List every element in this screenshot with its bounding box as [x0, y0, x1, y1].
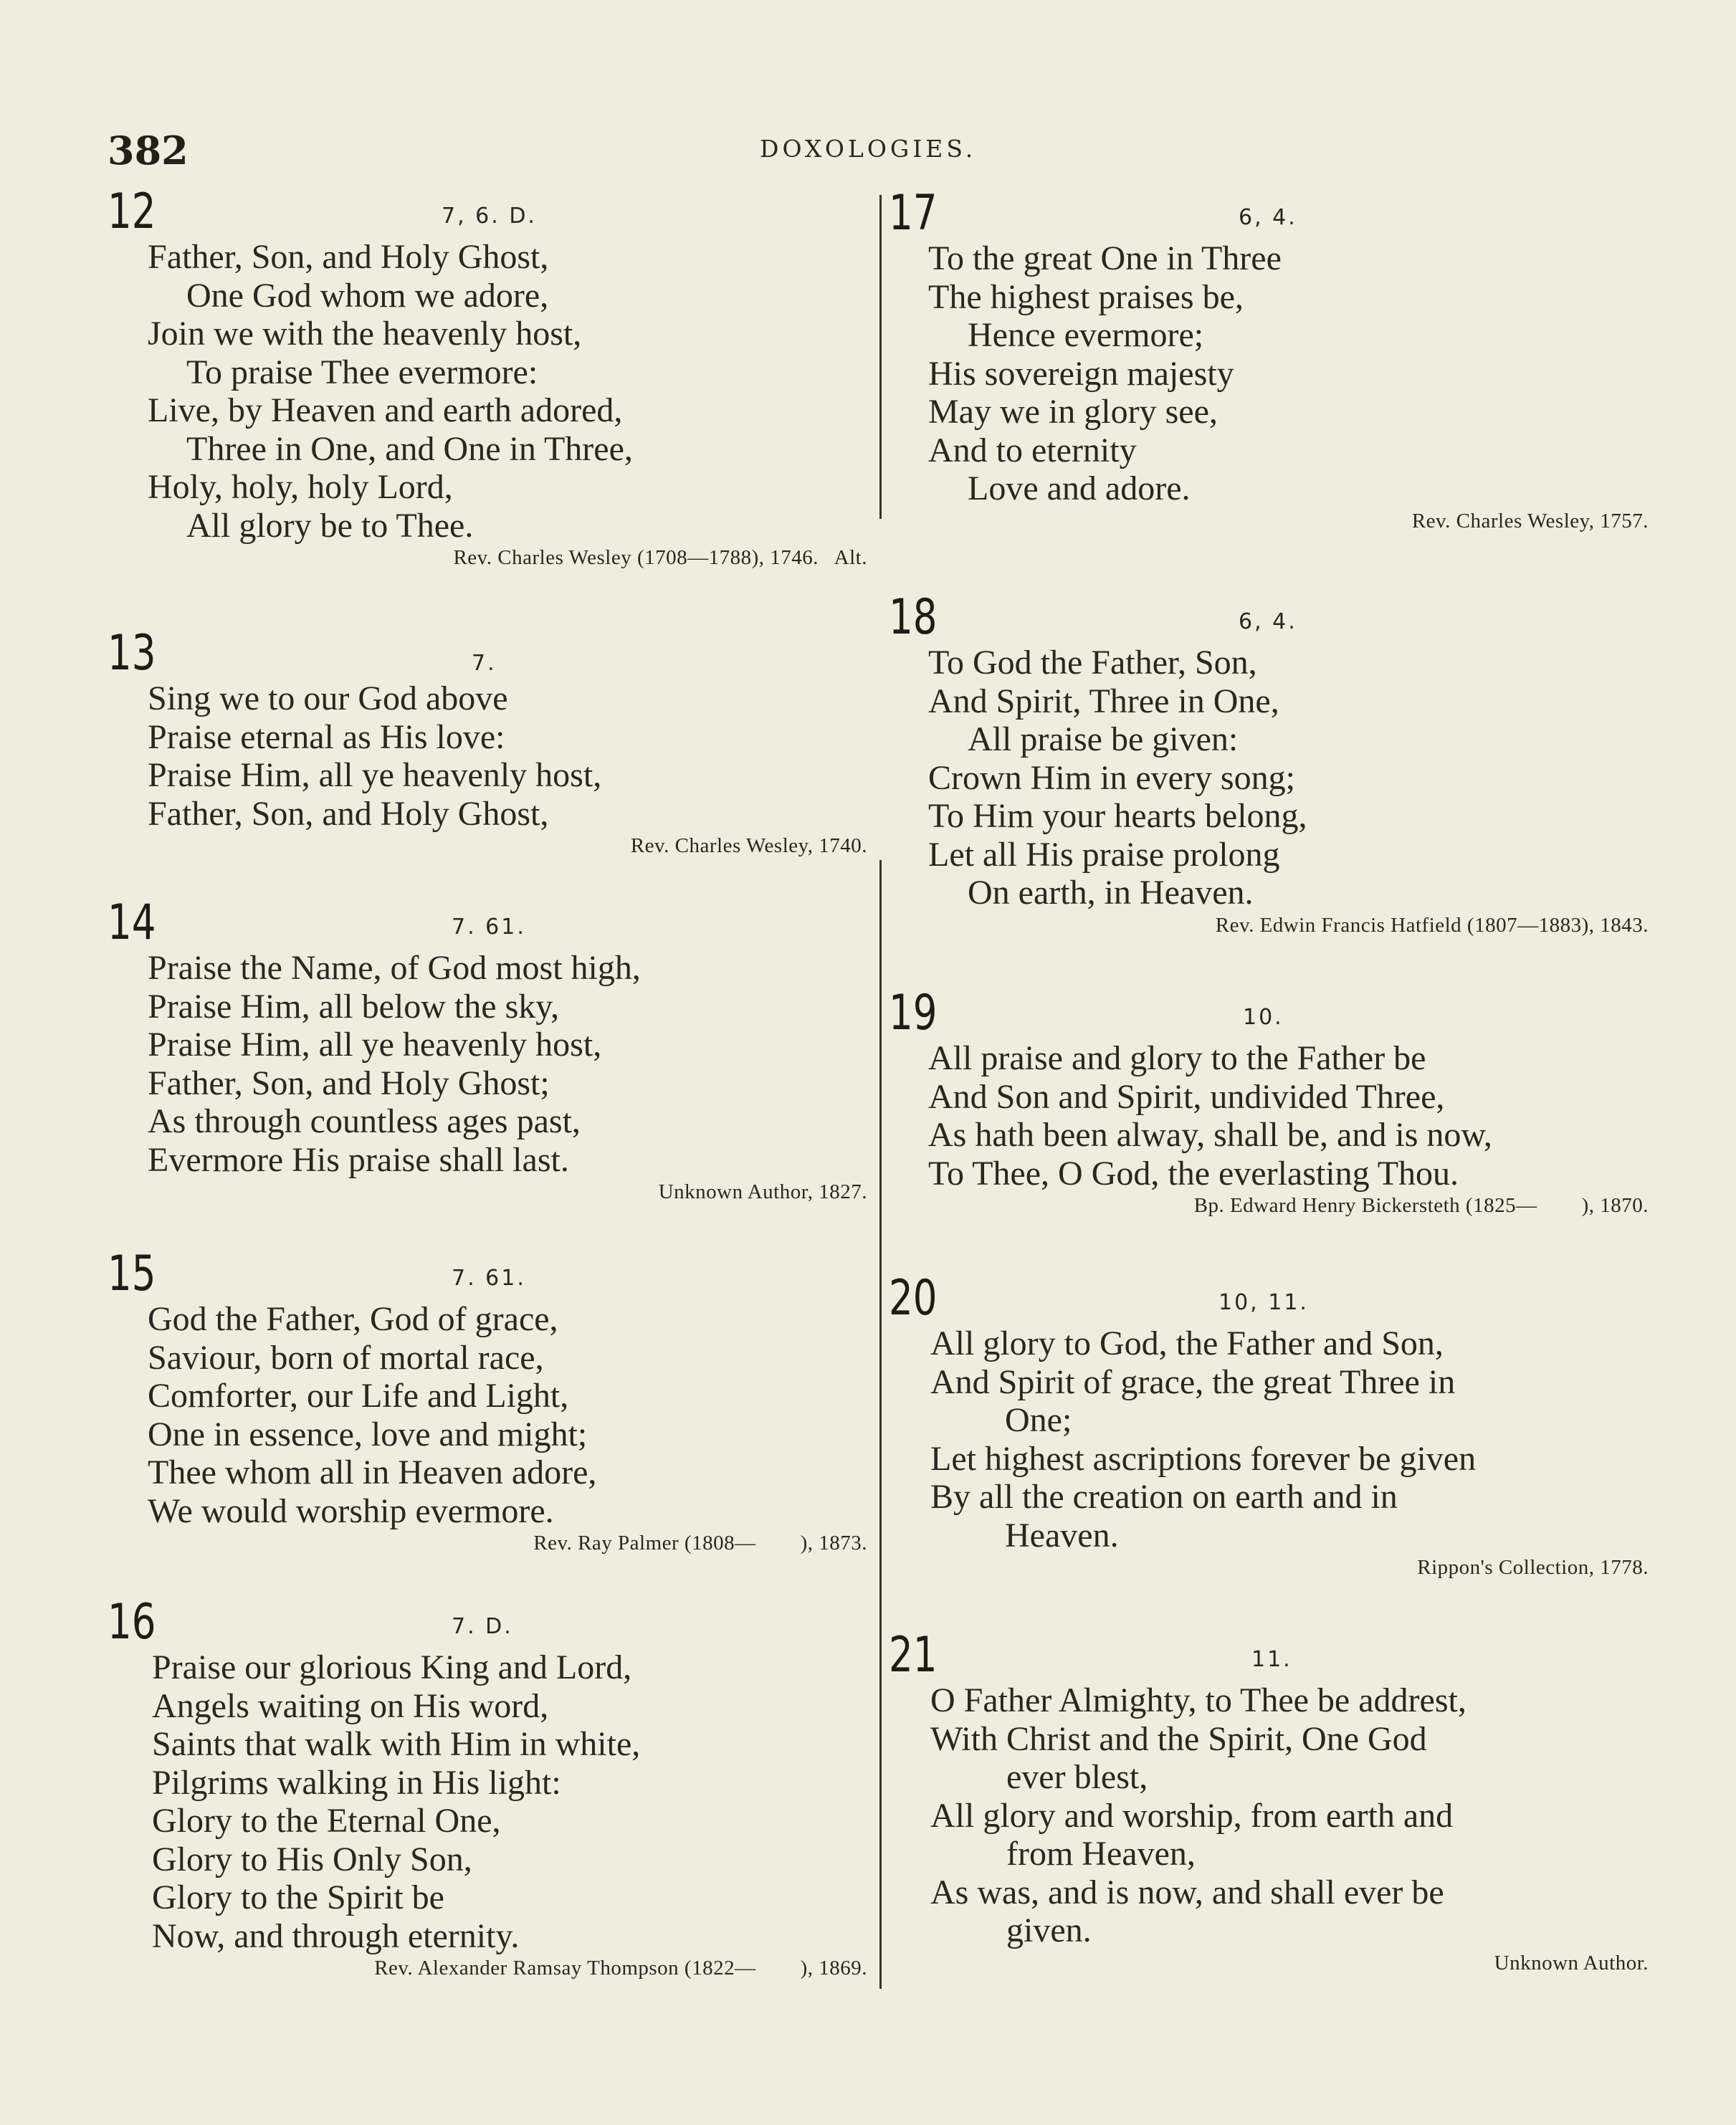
hymn-attribution: Unknown Author. — [1494, 1951, 1649, 1974]
hymn-number: 17 — [889, 185, 938, 242]
verse-line: May we in glory see, — [928, 393, 1218, 431]
verse-line: As was, and is now, and shall ever be — [930, 1873, 1444, 1911]
hymn-attribution: Rev. Charles Wesley, 1757. — [1411, 509, 1649, 533]
column-divider — [879, 195, 882, 519]
verse-line: Glory to the Eternal One, — [152, 1802, 501, 1840]
hymn-15 — [108, 1246, 867, 1556]
verse-line: Three in One, and One in Three, — [186, 429, 633, 468]
hymn-meter: 7. 61. — [452, 915, 526, 940]
verse-line: Saviour, born of mortal race, — [148, 1338, 544, 1377]
hymn-12 — [108, 183, 867, 570]
verse-line: And Spirit of grace, the great Three in — [930, 1362, 1456, 1401]
verse-line: Sing we to our God above — [148, 679, 508, 717]
verse-line: On earth, in Heaven. — [968, 874, 1254, 912]
running-head: DOXOLOGIES. — [760, 135, 977, 163]
verse-line: Praise our glorious King and Lord, — [152, 1648, 632, 1686]
hymn-meter: 7. — [472, 651, 497, 676]
verse-line: Praise the Name, of God most high, — [148, 949, 641, 987]
hymn-number: 13 — [108, 625, 156, 682]
verse-line: All praise be given: — [968, 720, 1239, 758]
hymn-meter: 6, 4. — [1239, 609, 1297, 634]
verse-line: Live, by Heaven and earth adored, — [148, 391, 623, 429]
hymn-number: 21 — [889, 1627, 938, 1684]
verse-line: Father, Son, and Holy Ghost, — [148, 238, 549, 276]
verse-line: All glory and worship, from earth and — [930, 1796, 1454, 1835]
verse-line: To Thee, O God, the everlasting Thou. — [928, 1154, 1459, 1193]
hymn-21 — [889, 1627, 1649, 1976]
hymn-19 — [889, 985, 1649, 1218]
hymn-number: 16 — [108, 1594, 156, 1651]
hymn-number: 20 — [889, 1270, 938, 1327]
verse-line: We would worship evermore. — [148, 1491, 554, 1530]
verse-line: To God the Father, Son, — [928, 644, 1257, 682]
verse-line: Angels waiting on His word, — [152, 1686, 549, 1725]
verse-line: And Spirit, Three in One, — [928, 682, 1279, 720]
hymn-20 — [889, 1270, 1649, 1580]
verse-line: And Son and Spirit, undivided Three, — [928, 1077, 1445, 1116]
verse-line: Love and adore. — [968, 469, 1191, 507]
verse-line: The highest praises be, — [928, 277, 1244, 316]
verse-line: Crown Him in every song; — [928, 758, 1295, 797]
hymn-attribution: Rippon's Collection, 1778. — [1417, 1556, 1649, 1579]
verse-line: To the great One in Three — [928, 239, 1282, 277]
verse-line: With Christ and the Spirit, One God — [930, 1719, 1427, 1758]
verse-line: Praise Him, all ye heavenly host, — [148, 1026, 602, 1064]
verse-line: Comforter, our Life and Light, — [148, 1377, 569, 1415]
verse-line: One in essence, love and might; — [148, 1415, 588, 1453]
hymn-18 — [889, 589, 1649, 938]
page-number: 382 — [108, 128, 189, 173]
hymn-13 — [108, 625, 867, 859]
hymn-attribution: Rev. Alexander Ramsay Thompson (1822— ), 1869. — [374, 1957, 867, 1980]
verse-line: God the Father, God of grace, — [148, 1300, 558, 1338]
hymn-meter: 6, 4. — [1239, 205, 1297, 230]
verse-line: By all the creation on earth and in — [930, 1478, 1398, 1516]
column-divider — [879, 860, 882, 1989]
verse-line: Praise Him, all ye heavenly host, — [148, 756, 602, 794]
hymn-attribution: Unknown Author, 1827. — [658, 1180, 867, 1203]
hymn-attribution: Rev. Charles Wesley, 1740. — [630, 834, 867, 857]
verse-line: His sovereign majesty — [928, 354, 1234, 393]
verse-line: As hath been alway, shall be, and is now, — [928, 1116, 1492, 1154]
hymn-attribution: Rev. Charles Wesley (1708—1788), 1746. Alt. — [453, 546, 867, 569]
hymn-number: 19 — [889, 985, 938, 1041]
hymn-attribution: Rev. Edwin Francis Hatfield (1807—1883), 1843. — [1215, 913, 1649, 937]
verse-line: Glory to the Spirit be — [152, 1878, 444, 1916]
hymn-number: 15 — [108, 1246, 156, 1302]
verse-line: Father, Son, and Holy Ghost; — [148, 1064, 550, 1102]
verse-line: To praise Thee evermore: — [186, 353, 538, 391]
hymn-meter: 7. D. — [452, 1614, 513, 1639]
verse-line: Praise eternal as His love: — [148, 717, 505, 756]
verse-line: Thee whom all in Heaven adore, — [148, 1453, 597, 1491]
hymn-meter: 7. 61. — [452, 1266, 526, 1291]
verse-line: Praise Him, all below the sky, — [148, 987, 560, 1026]
verse-line: Evermore His praise shall last. — [148, 1140, 569, 1179]
verse-line: All glory be to Thee. — [186, 506, 474, 545]
hymn-meter: 7, 6. D. — [442, 204, 537, 229]
hymn-attribution: Bp. Edward Henry Bickersteth (1825— ), 1870. — [1193, 1194, 1649, 1217]
hymn-number: 12 — [108, 183, 156, 240]
hymn-number: 18 — [889, 589, 938, 646]
hymn-number: 14 — [108, 894, 156, 951]
hymn-attribution: Rev. Ray Palmer (1808— ), 1873. — [533, 1532, 867, 1555]
verse-line: Let highest ascriptions forever be given — [930, 1439, 1477, 1478]
verse-line: Father, Son, and Holy Ghost, — [148, 794, 549, 833]
verse-line: Holy, holy, holy Lord, — [148, 468, 453, 506]
verse-line: To Him your hearts belong, — [928, 797, 1307, 835]
verse-line: Saints that walk with Him in white, — [152, 1725, 641, 1763]
hymn-meter: 10, 11. — [1218, 1290, 1309, 1315]
verse-line: As through countless ages past, — [148, 1102, 581, 1140]
verse-line: Let all His praise prolong — [928, 835, 1280, 874]
verse-line: One; — [1005, 1401, 1072, 1439]
verse-line: Now, and through eternity. — [152, 1916, 520, 1955]
verse-line: And to eternity — [928, 431, 1137, 469]
verse-line: All glory to God, the Father and Son, — [930, 1324, 1444, 1362]
hymn-meter: 10. — [1243, 1005, 1284, 1030]
verse-line: Glory to His Only Son, — [152, 1840, 472, 1878]
verse-line: Hence evermore; — [968, 316, 1204, 354]
hymn-meter: 11. — [1251, 1647, 1292, 1672]
verse-line: All praise and glory to the Father be — [928, 1039, 1426, 1077]
verse-line: One God whom we adore, — [186, 276, 549, 315]
hymn-14 — [108, 894, 867, 1205]
verse-line: from Heaven, — [1006, 1835, 1196, 1873]
hymn-17 — [889, 185, 1649, 534]
hymn-16 — [108, 1594, 867, 1981]
verse-line: O Father Almighty, to Thee be addrest, — [930, 1681, 1466, 1719]
verse-line: Heaven. — [1005, 1516, 1119, 1555]
verse-line: Pilgrims walking in His light: — [152, 1763, 561, 1802]
verse-line: given. — [1006, 1911, 1092, 1949]
verse-line: Join we with the heavenly host, — [148, 315, 582, 353]
verse-line: ever blest, — [1006, 1758, 1148, 1796]
